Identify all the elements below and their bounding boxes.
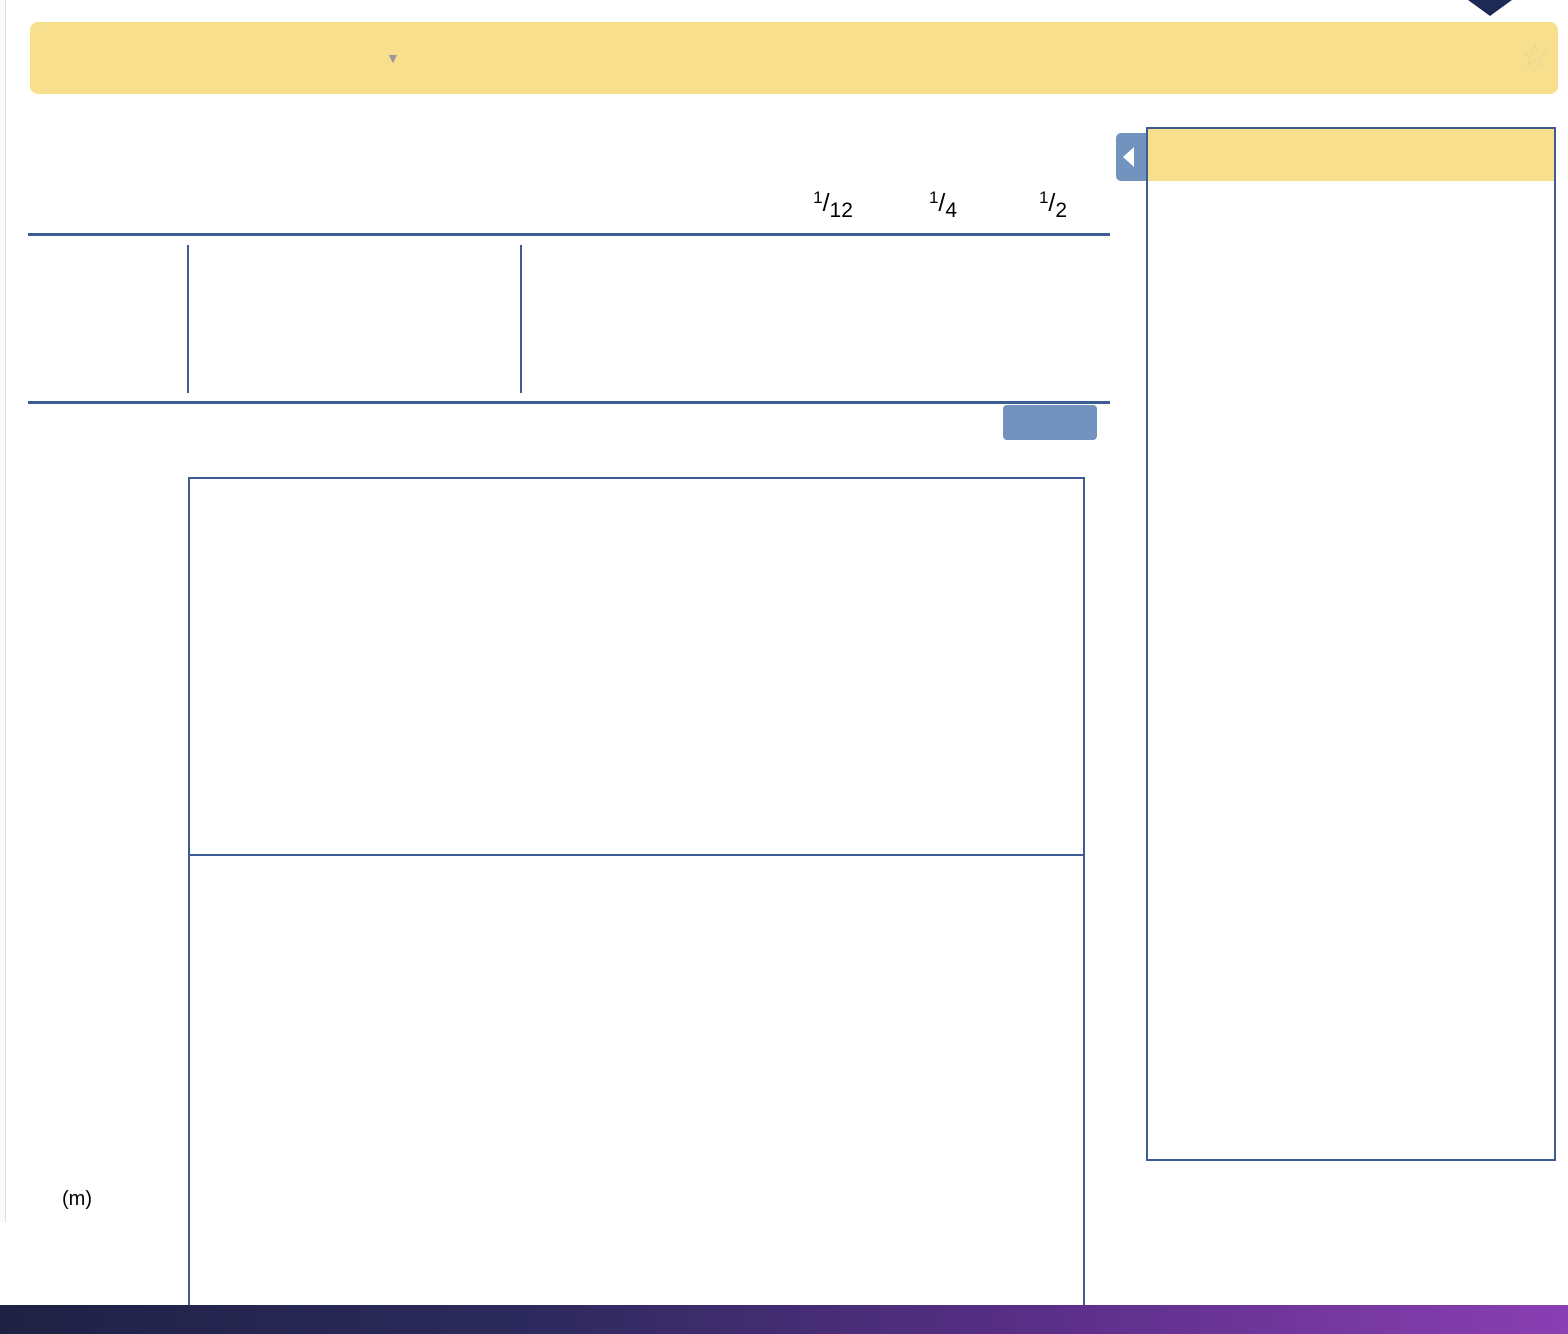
table-rule-top — [28, 233, 1110, 236]
divider — [187, 245, 189, 393]
col-twelfth: $^1/_{12}$ — [813, 188, 853, 222]
collapse-panel-button[interactable] — [1116, 133, 1146, 181]
header-bar — [30, 22, 1558, 94]
tide-chart-svg — [190, 856, 1085, 1306]
chevron-down-icon[interactable]: ▼ — [386, 50, 400, 66]
weather-grid — [188, 477, 1085, 855]
divider — [520, 245, 522, 393]
week-table-header — [1148, 129, 1554, 181]
col-half: $^1/_2$ — [1038, 188, 1068, 222]
favorite-star-icon[interactable]: ☆ — [1519, 37, 1550, 75]
taskbar — [0, 1305, 1568, 1334]
corner-badge — [1468, 0, 1512, 16]
week-tide-panel — [1146, 127, 1556, 1161]
tide-chart[interactable] — [188, 854, 1085, 1306]
options-button[interactable] — [1003, 405, 1097, 440]
col-quarter: $^1/_4$ — [928, 188, 958, 222]
left-panel-edge — [0, 0, 6, 1222]
chevron-left-icon — [1123, 147, 1134, 167]
table-rule-bottom — [28, 401, 1110, 404]
y-axis-unit: (m) — [62, 1188, 92, 1210]
